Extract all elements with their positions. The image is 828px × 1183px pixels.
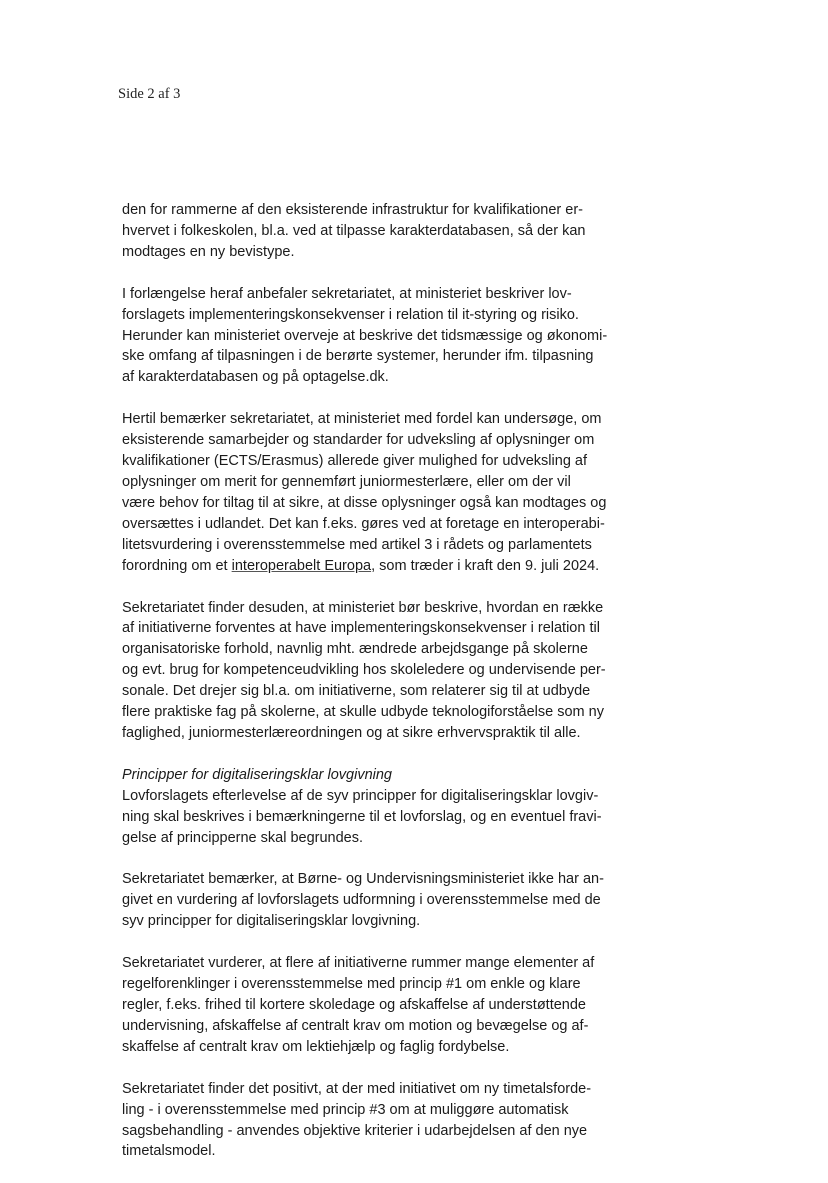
paragraph-principles (122, 765, 722, 849)
text-line: undervisning, afskaffelse af centralt krav om motion og bevægelse og af- (122, 1017, 589, 1034)
text-line: litetsvurdering i overensstemmelse med artikel 3 i rådets og parlamentets (122, 536, 592, 553)
section-heading: Principper for digitaliseringsklar lovgivning (122, 766, 392, 783)
text-line: organisatoriske forhold, navnlig mht. ændrede arbejdsgange på skolerne (122, 641, 588, 658)
text-line: givet en vurdering af lovforslagets udformning i overensstemmelse med de (122, 892, 601, 909)
text-line: af karakterdatabasen og på optagelse.dk. (122, 369, 389, 386)
page-header: Side 2 af 3 (118, 86, 181, 102)
text-line: Herunder kan ministeriet overveje at beskrive det tidsmæssige og økonomi- (122, 327, 608, 344)
text-line: Lovforslagets efterlevelse af de syv principper for digitaliseringsklar lovgiv- (122, 787, 599, 804)
text-line: modtages en ny bevistype. (122, 243, 295, 260)
text-line: hvervet i folkeskolen, bl.a. ved at tilpasse karakterdatabasen, så der kan (122, 222, 586, 239)
text-line: og evt. brug for kompetenceudvikling hos skoleledere og undervisende per- (122, 662, 606, 679)
text-line: ning skal beskrives i bemærkningerne til et lovforslag, og en eventuel fravi- (122, 808, 602, 825)
text-line: syv principper for digitaliseringsklar lovgivning. (122, 913, 421, 930)
text-line: oversættes i udlandet. Det kan f.eks. gøres ved at foretage en interoperabi- (122, 515, 605, 532)
text-line: faglighed, juniormesterlæreordningen og at sikre erhvervspraktik til alle. (122, 724, 581, 741)
text-line: oplysninger om merit for gennemført juniormesterlære, eller om der vil (122, 473, 571, 490)
text-line: ske omfang af tilpasningen i de berørte systemer, herunder ifm. tilpasning (122, 348, 594, 365)
text-line: Sekretariatet bemærker, at Børne- og Undervisningsministeriet ikke har an- (122, 871, 604, 888)
text-fragment: , som træder i kraft den 9. juli 2024. (371, 557, 600, 574)
paragraph-interoperability (122, 409, 722, 576)
paragraph-infrastructure (122, 200, 722, 263)
interoperable-europe-link[interactable]: interoperabelt Europa (231, 557, 372, 574)
text-line: sonale. Det drejer sig bl.a. om initiativerne, som relaterer sig til at udbyde (122, 683, 591, 700)
text-line: være behov for tiltag til at sikre, at disse oplysninger også kan modtages og (122, 494, 607, 511)
text-line: sagsbehandling - anvendes objektive kriterier i udarbejdelsen af den nye (122, 1122, 588, 1139)
paragraph-simplification (122, 953, 722, 1058)
document-body (122, 200, 722, 1183)
text-line: I forlængelse heraf anbefaler sekretariatet, at ministeriet beskriver lov- (122, 285, 572, 302)
text-line: ling - i overensstemmelse med princip #3 om at muliggøre automatisk (122, 1101, 569, 1118)
text-line: af initiativerne forventes at have implementeringskonsekvenser i relation til (122, 620, 600, 637)
text-line: flere praktiske fag på skolerne, at skulle udbyde teknologiforståelse som ny (122, 704, 604, 721)
text-line: den for rammerne af den eksisterende infrastruktur for kvalifikationer er- (122, 202, 583, 218)
text-line: regelforenklinger i overensstemmelse med princip #1 om enkle og klare (122, 976, 581, 993)
text-line: Sekretariatet finder desuden, at ministeriet bør beskrive, hvordan en række (122, 599, 604, 616)
paragraph-automation (122, 1079, 722, 1163)
text-fragment: forordning om et (122, 557, 232, 574)
text-line: gelse af principperne skal begrundes. (122, 829, 364, 846)
text-line: Sekretariatet finder det positivt, at der med initiativet om ny timetalsforde- (122, 1080, 592, 1097)
text-line: timetalsmodel. (122, 1143, 216, 1160)
paragraph-assessment (122, 869, 722, 932)
text-line (122, 556, 722, 577)
text-line: Hertil bemærker sekretariatet, at ministeriet med fordel kan undersøge, om (122, 411, 602, 428)
text-line: eksisterende samarbejder og standarder for udveksling af oplysninger om (122, 432, 595, 449)
text-line: regler, f.eks. frihed til kortere skoledage og afskaffelse af understøttende (122, 997, 586, 1013)
text-line: Sekretariatet vurderer, at flere af initiativerne rummer mange elementer af (122, 955, 595, 972)
text-line: skaffelse af centralt krav om lektiehjælp og faglig fordybelse. (122, 1038, 510, 1055)
text-line: forslagets implementeringskonsekvenser i relation til it-styring og risiko. (122, 306, 579, 323)
paragraph-organisational (122, 598, 722, 744)
paragraph-it-governance (122, 284, 722, 389)
text-line: kvalifikationer (ECTS/Erasmus) allerede giver mulighed for udveksling af (122, 453, 587, 470)
